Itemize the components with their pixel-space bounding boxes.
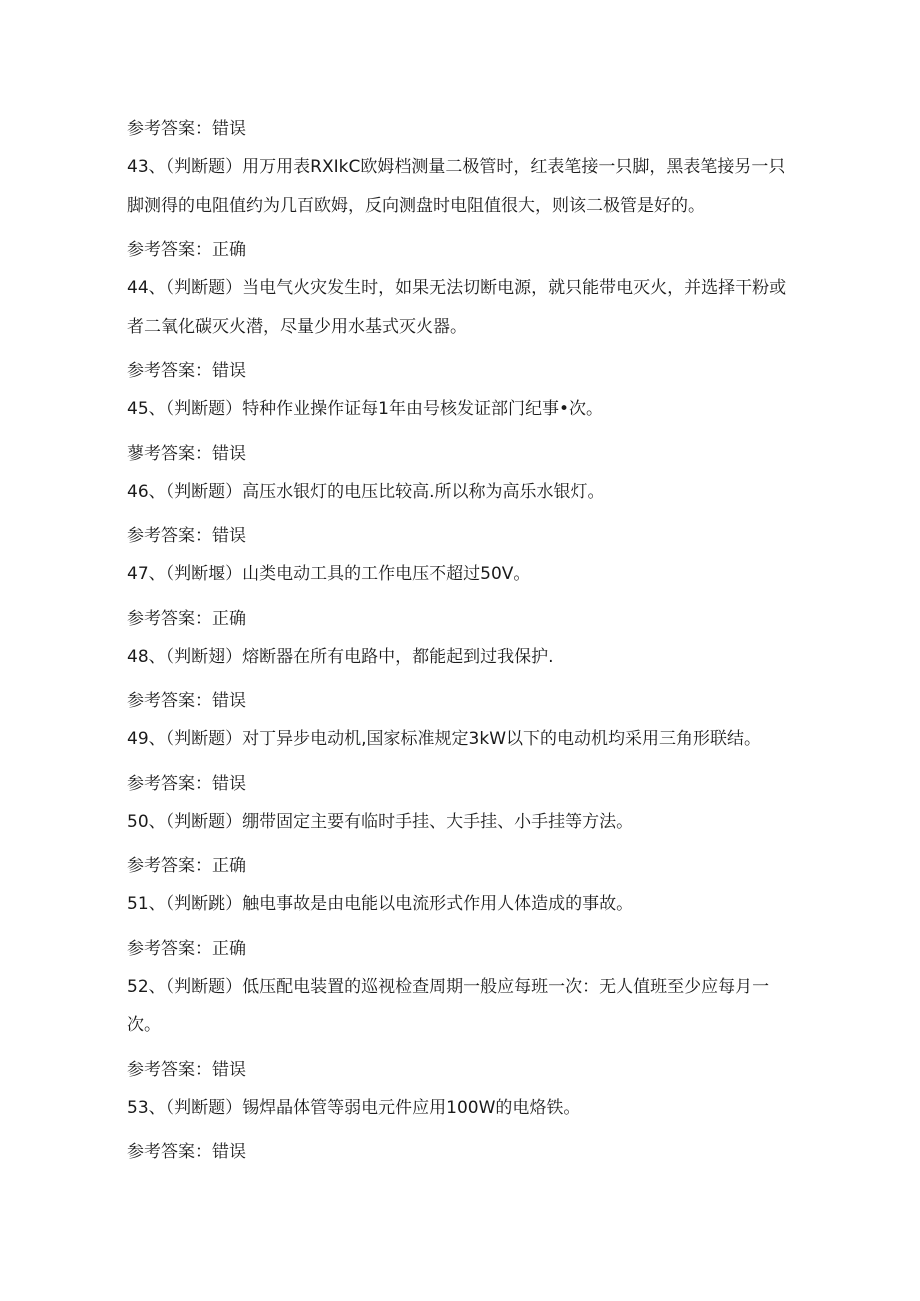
answer-line: 蓼考答案：错误 <box>127 443 246 464</box>
question-47: 47、（判断堰）山类电动工具的工作电压不超过50V。 <box>127 564 531 584</box>
question-49: 49、（判断题）对丁异步电动机,国家标准规定3kW以下的电动机均采用三角形联结。 <box>127 729 762 749</box>
answer-line: 参考答案：正确 <box>127 856 246 876</box>
answer-line: 参考答案：错误 <box>127 691 246 711</box>
answer-line: 参考答案：错误 <box>127 361 246 381</box>
answer-line: 参考答案：错误 <box>127 1142 246 1162</box>
question-51: 51、（判断跳）触电事故是由电能以电流形式作用人体造成的事故。 <box>127 894 634 914</box>
answer-line: 参考答案：错误 <box>127 526 246 546</box>
question-45: 45、（判断题）特种作业操作证每1年由号核发证部门纪事•次。 <box>127 399 603 419</box>
answer-line: 参考答案：正确 <box>127 938 246 959</box>
question-53: 53、（判断题）锡焊晶体管等弱电元件应用100W的电烙铁。 <box>127 1097 581 1118</box>
answer-line: 参考答案：正确 <box>127 608 246 629</box>
answer-line: 参考答案：正确 <box>127 240 246 260</box>
question-52: 52、（判断题）低压配电装置的巡视检查周期一般应每班一次：无人值班至少应每月一次。 <box>127 976 770 1035</box>
answer-line: 参考答案：错误 <box>127 119 246 139</box>
question-48: 48、（判断翅）熔断器在所有电路中，都能起到过我保护. <box>127 646 554 667</box>
answer-line: 参考答案：错误 <box>127 1059 246 1080</box>
question-43: 43、（判断题）用万用表RXIkC欧姆档测量二极管时，红表笔接一只脚，黑表笔接另一只脚测得的电阻值约为几百欧姆，反向测盘时电阻值很大，则该二极管是好的。 <box>127 157 786 216</box>
question-50: 50、（判断题）绷带固定主要有临时手挂、大手挂、小手挂等方法。 <box>127 811 634 832</box>
answer-line: 参考答案：错误 <box>127 773 246 794</box>
question-44: 44、（判断题）当电气火灾发生时，如果无法切断电源，就只能带电灭火，并选择干粉或者二氧化碳灭火潜，尽量少用水基式灭火器。 <box>127 278 787 337</box>
document-page <box>127 116 799 1177</box>
question-46: 46、（判断题）高压水银灯的电压比较高.所以称为高乐水银灯。 <box>127 481 605 502</box>
